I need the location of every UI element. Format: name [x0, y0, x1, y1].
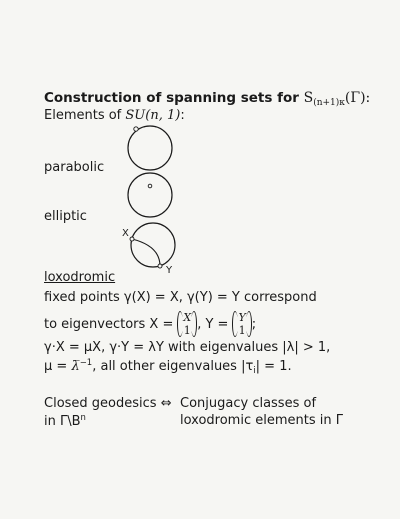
vector-X: [177, 311, 197, 337]
label-X: X: [122, 228, 129, 239]
tau-tail: | = 1.: [255, 359, 292, 374]
title-expr-tail: (Γ):: [344, 90, 371, 106]
label-elliptic: elliptic: [44, 209, 87, 224]
fixed-point-X: [130, 237, 134, 241]
vector-Y-bottom: 1: [238, 324, 246, 337]
loxodromic-disk: [131, 223, 175, 267]
mu-line: [44, 358, 292, 376]
elliptic-fixed-point: [148, 184, 152, 188]
geodesics-left-bottom: [44, 413, 86, 429]
eigen-prefix: to eigenvectors X =: [44, 316, 174, 332]
elements-group: SU(n, 1): [125, 108, 181, 123]
label-parabolic: parabolic: [44, 160, 105, 175]
geodesics-left-top: Closed geodesics ⇔: [44, 396, 172, 411]
parabolic-disk: [128, 126, 172, 170]
mu-base: λ̅: [71, 359, 80, 374]
tau-sub: i: [253, 366, 256, 376]
parabolic-fixed-point: [134, 127, 138, 131]
fixed-points-line: fixed points γ(X) = X, γ(Y) = Y correspond: [44, 290, 317, 305]
elements-suffix: :: [180, 108, 185, 123]
geodesics-left-bottom-sup: n: [80, 413, 86, 423]
vector-X-bottom: 1: [183, 324, 191, 337]
geodesics-right-top: Conjugacy classes of: [180, 396, 317, 411]
loxodromic-geodesic: [132, 239, 160, 266]
vector-X-top: X: [183, 311, 192, 324]
label-Y: Y: [166, 265, 173, 276]
geodesics-right-bottom: loxodromic elements in Γ: [180, 413, 343, 428]
eigen-mid: , Y =: [197, 316, 229, 332]
fixed-point-Y: [158, 264, 162, 268]
mu-prefix: μ =: [44, 359, 72, 374]
elliptic-disk: [128, 173, 172, 217]
mu-exp: −1: [79, 358, 93, 368]
action-line: γ·X = μX, γ·Y = λY with eigenvalues |λ| > 1,: [44, 340, 331, 355]
title-expr: S: [303, 90, 314, 106]
vector-Y-top: Y: [238, 311, 246, 324]
title-expr-sub: (n+1)κ: [313, 98, 345, 108]
label-loxodromic: loxodromic: [44, 270, 116, 285]
eigenvectors-line: [44, 306, 256, 342]
eigen-suffix: ;: [251, 316, 257, 332]
mu-suffix: , all other eigenvalues |τ: [92, 359, 254, 374]
title-text: Construction of spanning sets for: [44, 90, 299, 106]
geodesics-left-bottom-text: in Γ\B: [44, 414, 81, 429]
vector-Y: [232, 311, 251, 337]
elements-prefix: Elements of: [44, 108, 126, 123]
